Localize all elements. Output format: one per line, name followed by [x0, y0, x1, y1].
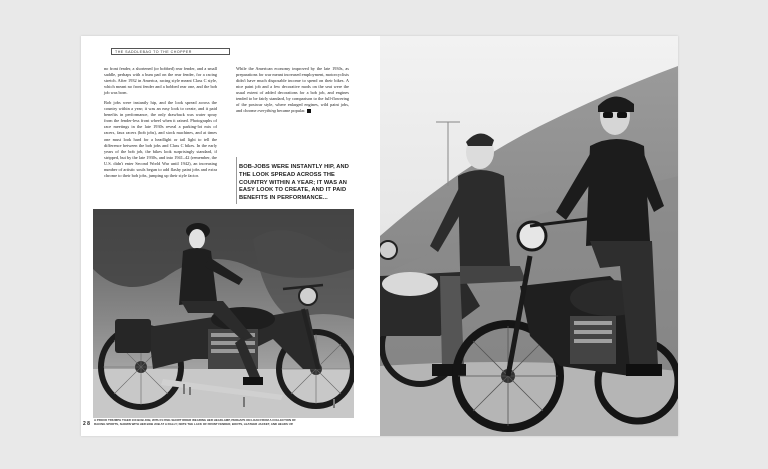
page-number: 2 8 [83, 421, 90, 427]
paragraph [236, 66, 349, 114]
photo-caption: A PROUD TRIUMPH TIGER 100 BOB JOB, WITH FLYING SHORT RIDER WEARING HER HEADLAMP, PERHAPS ON LOAN FROM A COLLECTION OF RACING SPORTS, SHOWN WITH HER BOB JOB AT A RALLY; NOTE THE LACK OF FRONT FENDER, BOOTS, LEATHER JACKET, AND HEADS UP. [94, 418, 296, 426]
italic-word: everything [257, 108, 276, 114]
two-riders-illustration [380, 36, 678, 436]
pull-quote: BOB-JOBS WERE INSTANTLY HIP, AND THE LOOK SPREAD ACROSS THE COUNTRY WITHIN A YEAR; IT WAS AN EASY LOOK TO CREATE, AND IT PAID BENEFITS IN PERFORMANCE... [239, 164, 349, 202]
running-head: THE SADDLEBAG TO THE CHOPPER [111, 48, 230, 55]
text-column-left [104, 66, 217, 183]
book-spread [81, 36, 678, 436]
paragraph-text: While the American economy improved by the late 1930s, as preparations for war meant increased employment, motorcyclists didn't have much disposable income to spend on their bikes. A nice paint job and a few decorative mods on the seat were the usual extent of added decorations for a bob job, and engines tended to be fairly standard, by comparison to the full-flowering of the postwar style, where enlarged engines, wild paint jobs, and chrome [236, 66, 349, 114]
woman-on-motorcycle-photo [93, 209, 354, 418]
end-mark-icon [307, 109, 311, 113]
paragraph-tail: became popular. [275, 108, 306, 114]
woman-on-motorcycle-illustration [93, 209, 354, 418]
two-riders-on-bob-jobs-photo [380, 36, 678, 436]
left-page [81, 36, 380, 436]
paragraph: Bob jobs were instantly hip, and the look spread across the country within a year; it was an easy look to create, and it paid benefits in performance, the only drawback was water spray from the fender-less front wheel when it rained. Photographs of race meetings in the late 1930s reveal a parking-lot mix of racers, faux racers (bob jobs), and stock machines, and at times one must look hard for a headlight or tail light to tell the difference between the bob jobs and Class C bikes. In the early years of the bob job, the bikes look surprisingly standard, if stripped, but by the late 1930s, and into 1941–42 (remember, the U.S. didn't enter Second World War until 1942), an increasing number of artistic souls began to add flashy paint jobs and extra chrome to their bob jobs, jumping up their style factor. [104, 100, 217, 178]
text-column-right [236, 66, 349, 118]
paragraph: no front fender, a shortened (or bobbed) rear fender, and a small saddle, perhaps with a bum pad on the rear fender, for a racing stretch. After 1932 in America, racing style meant Class C style, which meant no front fender and a bobbed rear one, and the bob job was born. [104, 66, 217, 96]
pull-quote-rule [236, 157, 237, 204]
